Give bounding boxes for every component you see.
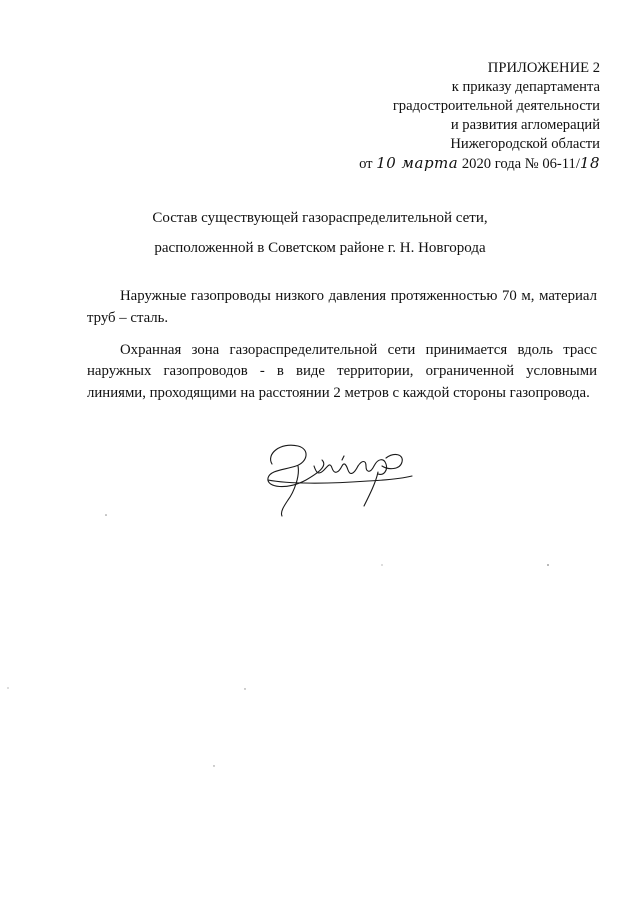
- department-name-1: градостроительной деятельности: [392, 98, 600, 114]
- region-name: Нижегородской области: [450, 136, 600, 152]
- date-year-number: 2020 года № 06-11/: [461, 156, 580, 172]
- department-name-2: и развития агломераций: [450, 117, 600, 133]
- document-body: [87, 286, 597, 415]
- paragraph-protection-zone: Охранная зона газораспределительной сети принимается вдоль трасс наружных газопроводов - в виде территории, ограниченной условными линиями, проходящими на расстоянии 2 метров с каждой стороны газопровода.: [87, 341, 597, 402]
- order-reference: к приказу департамента: [451, 79, 600, 95]
- appendix-header: [359, 59, 600, 174]
- signature-icon: [258, 436, 418, 520]
- handwritten-date: 10 марта: [376, 154, 459, 172]
- date-prefix: от: [359, 156, 373, 172]
- document-title-line-2: расположенной в Советском районе г. Н. Новгорода: [154, 240, 486, 256]
- paragraph-pipelines: Наружные газопроводы низкого давления протяженностью 70 м, материал труб – сталь.: [87, 288, 597, 326]
- handwritten-number: 18: [579, 154, 600, 172]
- document-title-line-1: Состав существующей газораспределительной сети,: [152, 210, 488, 226]
- order-date-line: [359, 154, 600, 174]
- appendix-title: ПРИЛОЖЕНИЕ 2: [487, 60, 600, 76]
